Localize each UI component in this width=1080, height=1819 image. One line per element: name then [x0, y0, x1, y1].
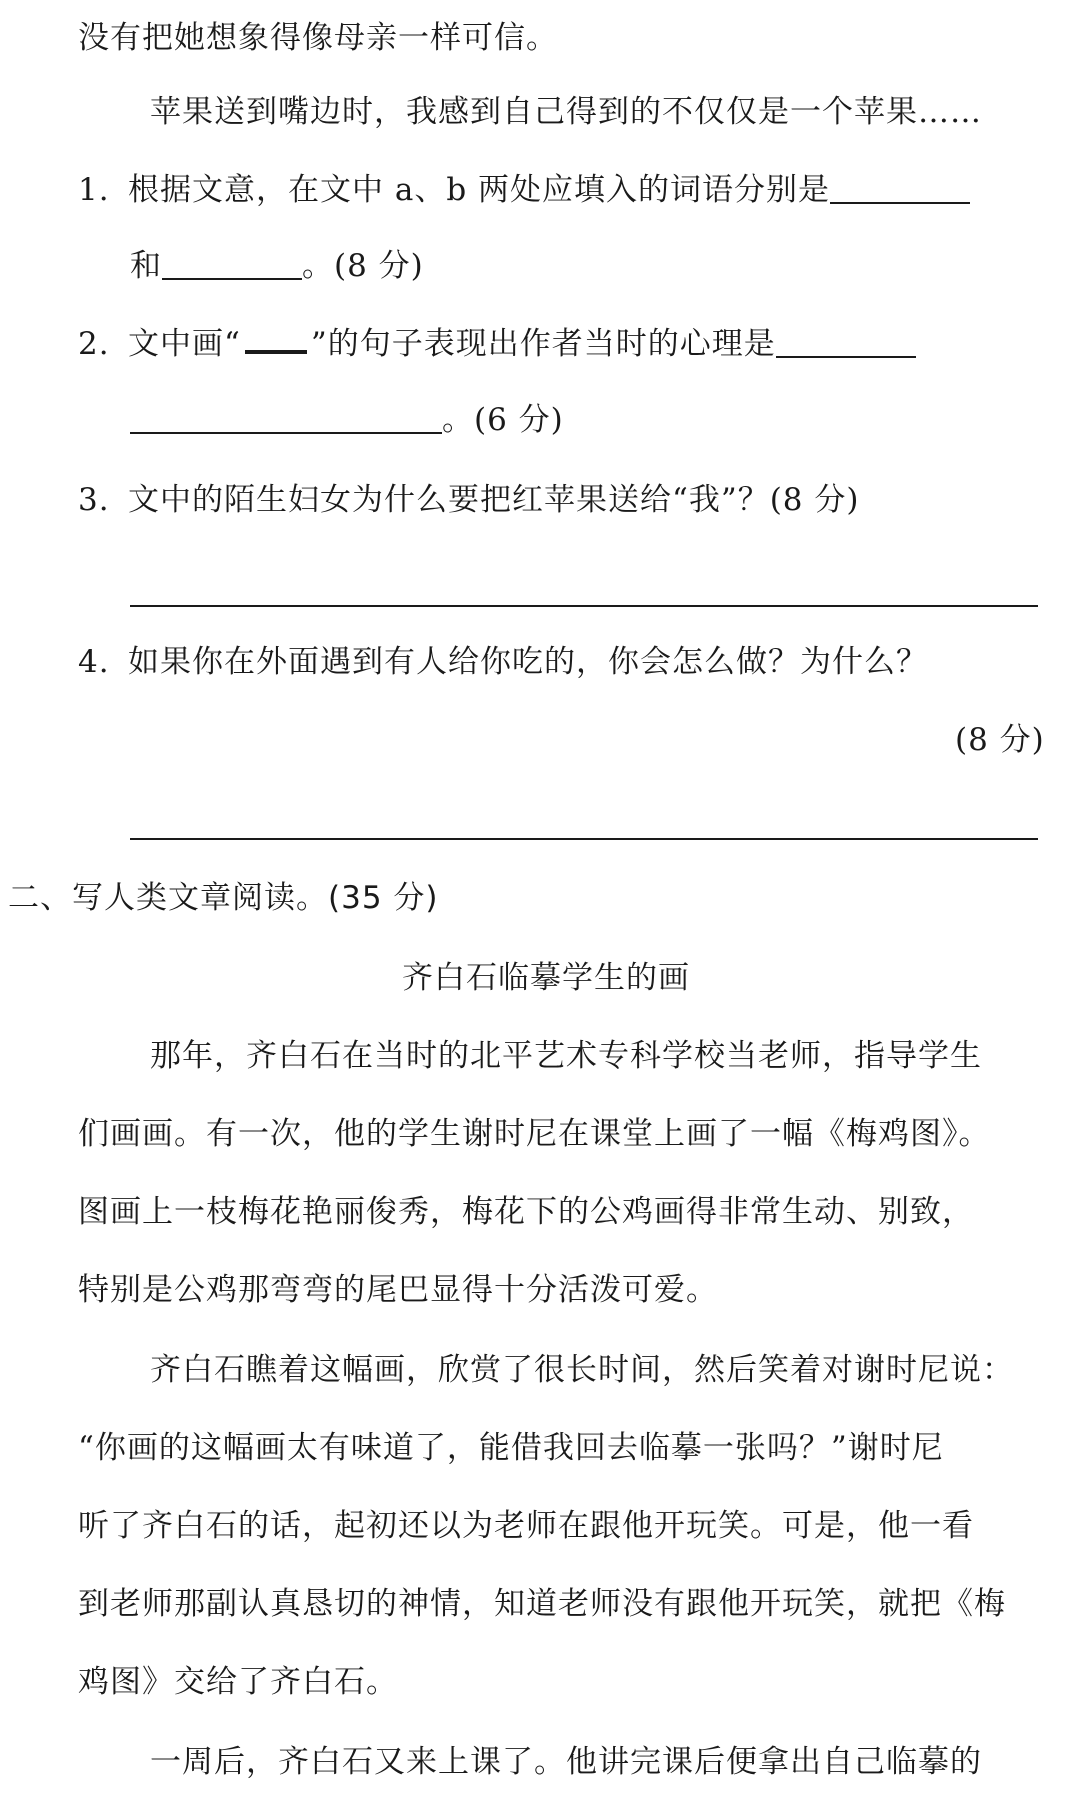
question-number: 4.	[78, 644, 110, 680]
paragraph-line: 鸡图》交给了齐白石。	[78, 1664, 398, 1700]
answer-line[interactable]	[130, 838, 1038, 840]
question-number: 3.	[78, 482, 110, 518]
question-3	[78, 478, 859, 522]
question-text: 文中的陌生妇女为什么要把红苹果送给“我”？(8 分)	[128, 482, 860, 518]
question-text: 和	[130, 248, 162, 284]
question-number: 1.	[78, 172, 110, 208]
answer-blank-b[interactable]	[162, 248, 302, 280]
question-2-continued	[130, 398, 564, 442]
section-heading: 二、写人类文章阅读。(35 分)	[8, 880, 439, 916]
question-1-continued	[130, 244, 424, 288]
question-score: (8 分)	[955, 722, 1045, 758]
answer-blank[interactable]	[130, 402, 442, 434]
article-title: 齐白石临摹学生的画	[402, 960, 690, 996]
answer-blank-a[interactable]	[830, 172, 970, 204]
question-text: ”的句子表现出作者当时的心理是	[310, 326, 776, 362]
paragraph-line: “你画的这幅画太有味道了，能借我回去临摹一张吗？”谢时尼	[78, 1430, 944, 1466]
paragraph-line: 到老师那副认真恳切的神情，知道老师没有跟他开玩笑，就把《梅	[78, 1586, 1006, 1622]
paragraph-line: 们画画。有一次，他的学生谢时尼在课堂上画了一幅《梅鸡图》。	[78, 1116, 991, 1152]
passage-line: 没有把她想象得像母亲一样可信。	[78, 20, 558, 56]
paragraph-line: 特别是公鸡那弯弯的尾巴显得十分活泼可爱。	[78, 1272, 718, 1308]
question-text: 如果你在外面遇到有人给你吃的，你会怎么做？为什么？	[128, 644, 928, 680]
paragraph-line: 齐白石瞧着这幅画，欣赏了很长时间，然后笑着对谢时尼说：	[150, 1352, 1014, 1388]
question-1	[78, 168, 970, 212]
passage-line: 苹果送到嘴边时，我感到自己得到的不仅仅是一个苹果……	[150, 94, 982, 130]
paragraph-line: 图画上一枝梅花艳丽俊秀，梅花下的公鸡画得非常生动、别致，	[78, 1194, 974, 1230]
underline-marker	[245, 326, 307, 354]
question-4	[78, 640, 928, 684]
question-number: 2.	[78, 326, 110, 362]
paragraph-line: 那年，齐白石在当时的北平艺术专科学校当老师，指导学生	[150, 1038, 982, 1074]
question-score: 。(6 分)	[442, 402, 564, 438]
answer-line[interactable]	[130, 605, 1038, 607]
paragraph-line: 一周后，齐白石又来上课了。他讲完课后便拿出自己临摹的	[150, 1744, 982, 1780]
paragraph-line: 听了齐白石的话，起初还以为老师在跟他开玩笑。可是，他一看	[78, 1508, 974, 1544]
question-text: 根据文意，在文中 a、b 两处应填入的词语分别是	[128, 172, 831, 208]
question-score: 。(8 分)	[302, 248, 424, 284]
question-text: 文中画“	[128, 326, 241, 362]
question-2	[78, 322, 916, 366]
answer-blank[interactable]	[776, 326, 916, 358]
